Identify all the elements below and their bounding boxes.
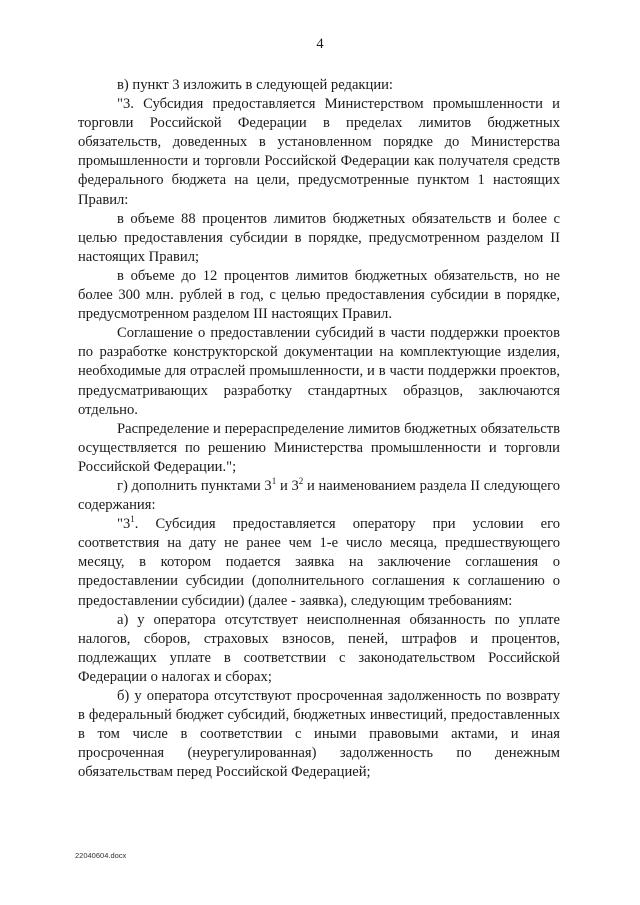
paragraph-requirement-b: б) у оператора отсутствуют просроченная задолженность по возврату в федеральный бюджет субсидий, бюджетных инвестиций, предоставленных в том числе в соответствии с иными правовыми актами, и иная просроченная (неурегулированная) задолженность по денежным обязательствам перед Российской Федерацией; (78, 688, 560, 781)
paragraph-12-percent: в объеме до 12 процентов лимитов бюджетных обязательств, но не более 300 млн. рублей в год, с целью предоставления субсидии в порядке, предусмотренном разделом III настоящих Правил. (78, 267, 560, 323)
file-name-footer: 22040604.docx (75, 851, 127, 860)
paragraph-point-3: "3. Субсидия предоставляется Министерством промышленности и торговли Российской Федерации в пределах лимитов бюджетных обязательств, доведенных в установленном порядке до Министерства промышленности и торговли Российской Федерации как получателя средств федерального бюджета на цели, предусмотренные пунктом 1 настоящих Правил: (78, 96, 560, 208)
text-fragment: и 3 (276, 477, 299, 494)
paragraph-distribution: Распределение и перераспределение лимитов бюджетных обязательств осуществляется по решению Министерства промышленности и торговли Российской Федерации."; (78, 420, 560, 475)
paragraph-requirement-a: а) у оператора отсутствует неисполненная обязанность по уплате налогов, сборов, страховых взносов, пеней, штрафов и процентов, подлежащих уплате в соответствии с законодательством Российской Федерации о налогах и сборах; (78, 611, 560, 685)
paragraph-point-3-1 (78, 515, 560, 610)
text-fragment: "3 (117, 516, 131, 533)
text-fragment: и наименованием раздела II следующего содержания: (78, 477, 560, 514)
text-fragment: г) дополнить пунктами 3 (117, 477, 272, 494)
paragraph-v: в) пункт 3 изложить в следующей редакции: (117, 77, 393, 93)
paragraph-88-percent: в объеме 88 процентов лимитов бюджетных обязательств и более с целью предоставления субсидии в порядке, предусмотренном разделом II настоящих Правил; (78, 210, 560, 265)
superscript: 2 (298, 476, 304, 487)
paragraph-agreement: Соглашение о предоставлении субсидий в части поддержки проектов по разработке конструкторской документации на комплектующие изделия, необходимые для отраслей промышленности, и в части поддержки проектов, предусматривающих разработку стандартных образцов, заключаются отдельно. (78, 325, 560, 418)
superscript: 1 (271, 476, 277, 487)
text-fragment: . Субсидия предоставляется оператору при условии его соответствия на дату не ранее чем 1-е число месяца, предшествующего месяцу, в котором подается заявка на заключение соглашения о предоставлении субсидии (дополнительного соглашения к соглашению о предоставлении субсидии) (далее - заявка), следующим требованиям: (78, 516, 560, 609)
superscript: 1 (130, 514, 135, 525)
document-body (78, 76, 560, 782)
page-number: 4 (316, 36, 324, 52)
paragraph-g (78, 477, 560, 515)
